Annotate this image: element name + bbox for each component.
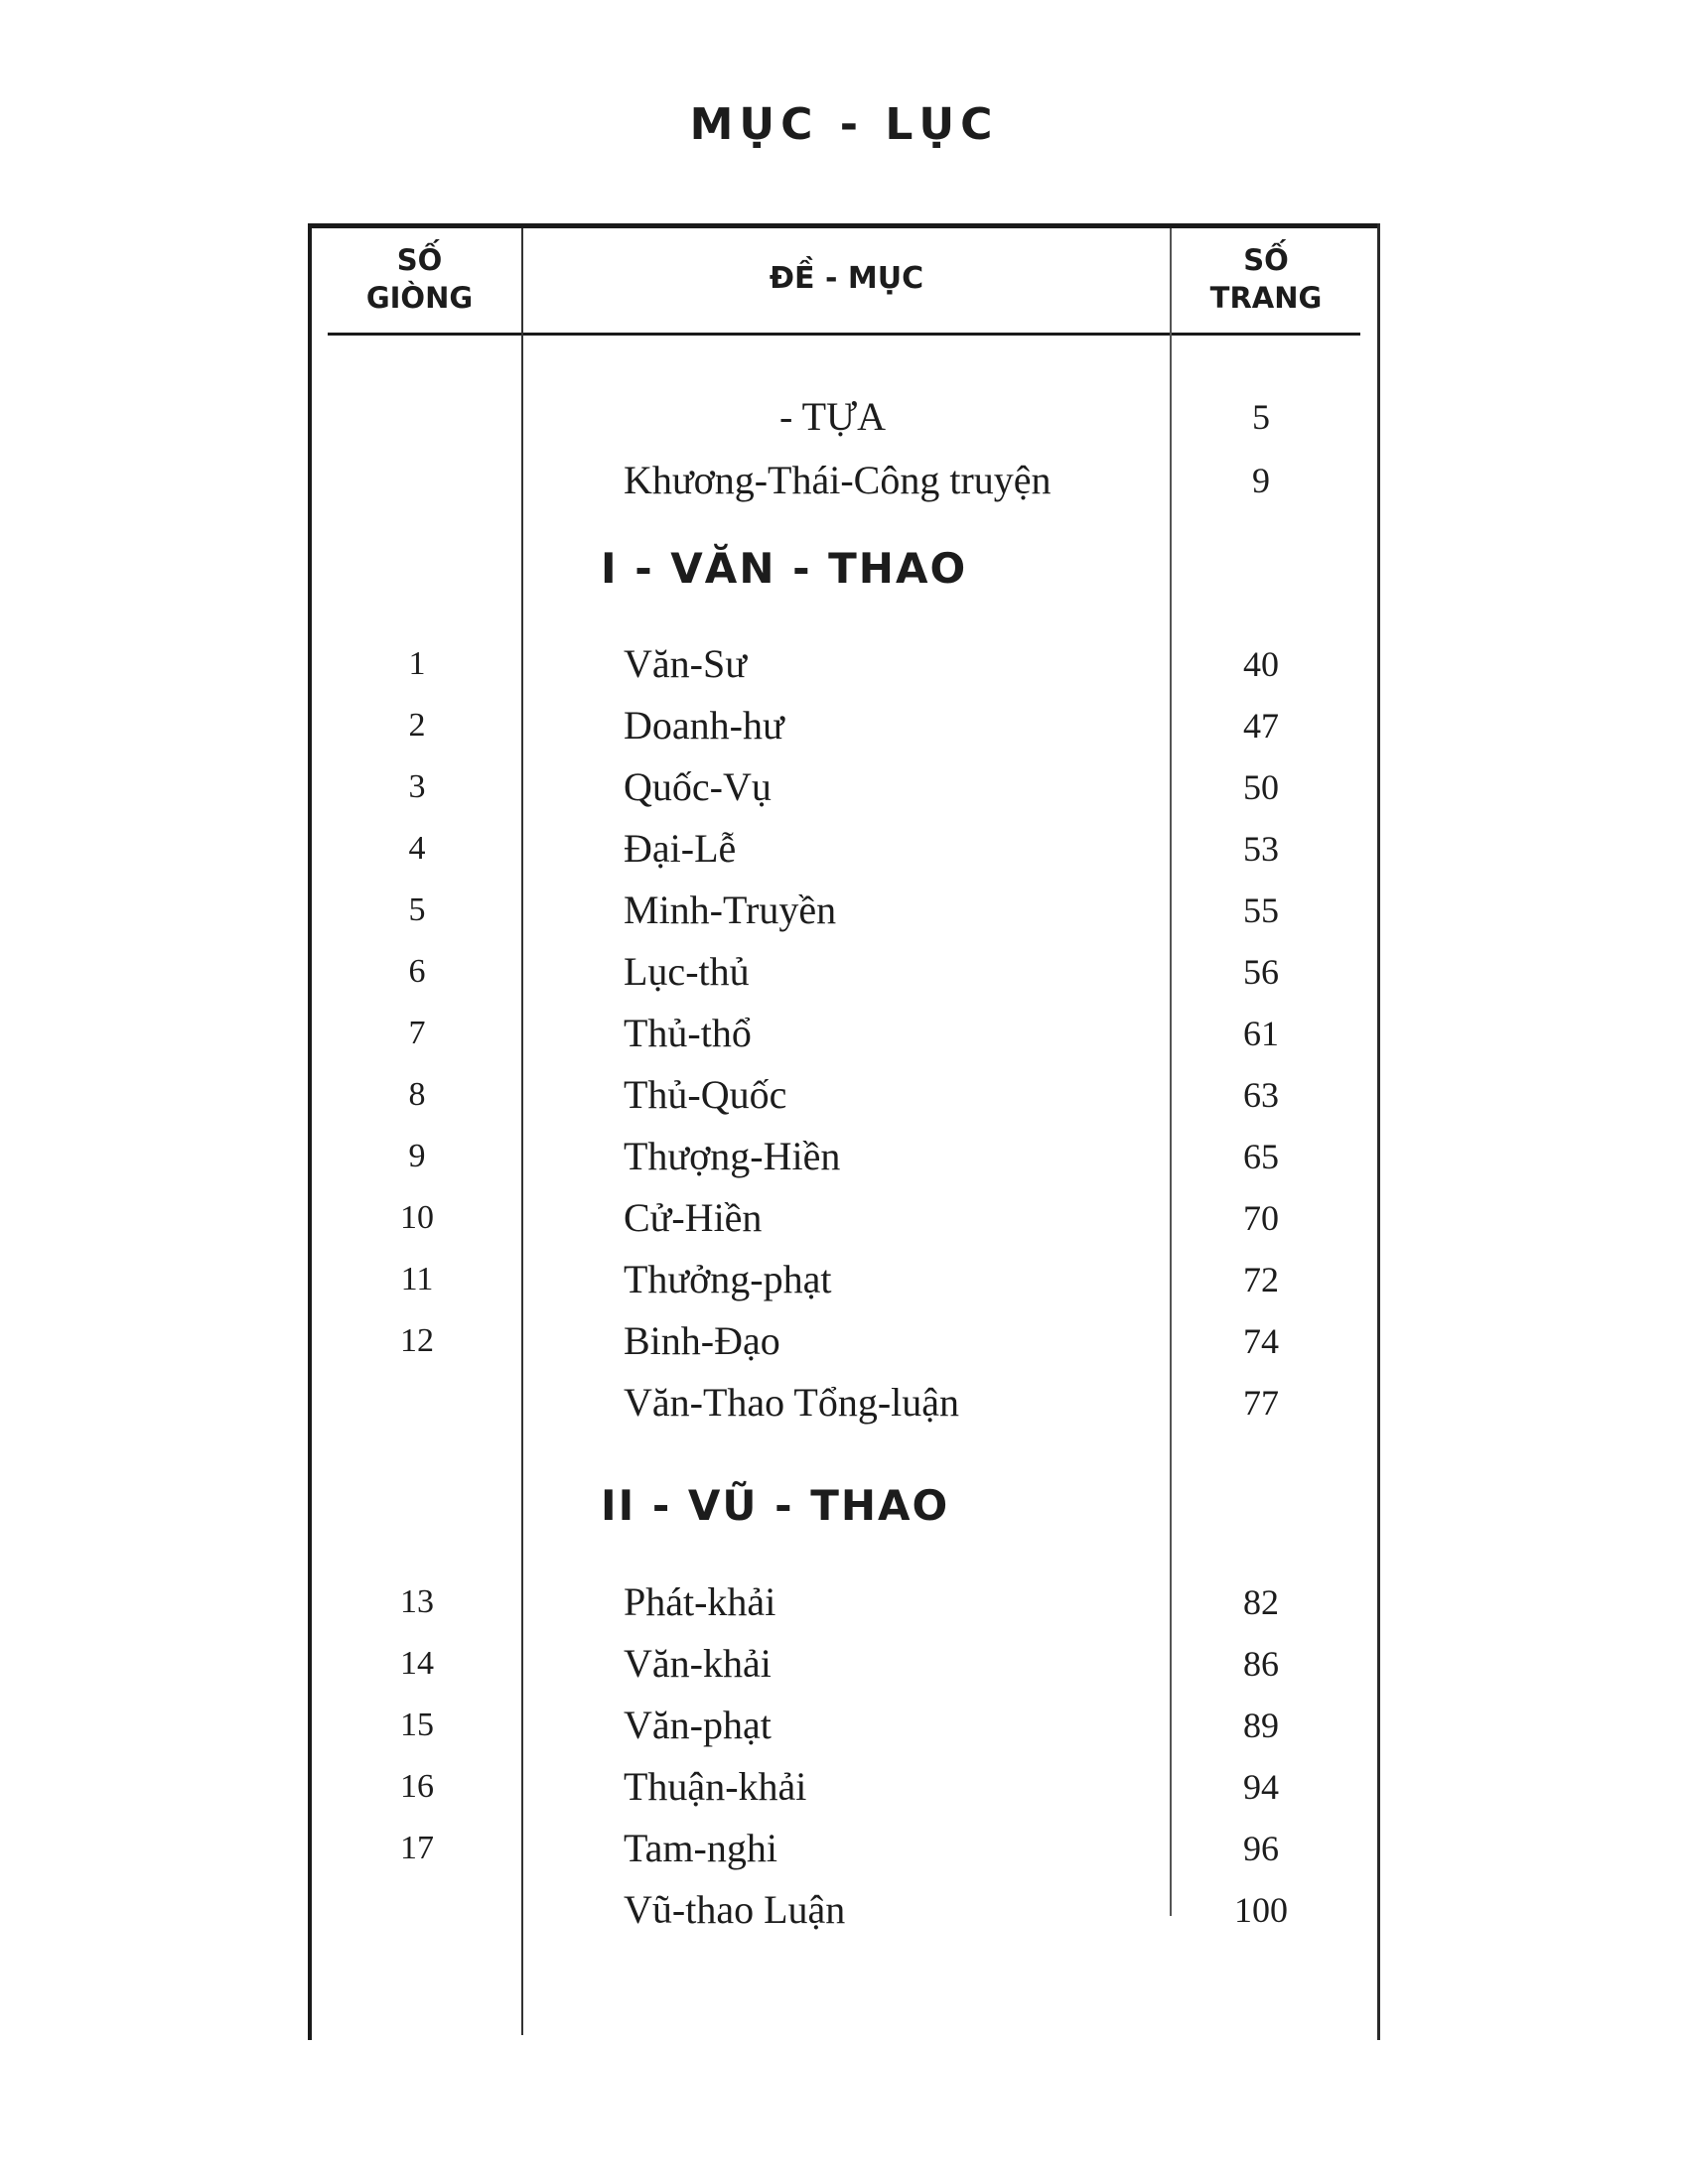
entry-title: Minh-Truyền (624, 887, 837, 932)
entry-title: Tam-nghi (624, 1826, 777, 1870)
toc-entry (308, 880, 1380, 941)
header-line-number-bottom: GIÒNG (365, 281, 474, 315)
entry-title: Thủ-Quốc (624, 1072, 787, 1117)
entry-title: Văn-phạt (624, 1703, 772, 1747)
toc-entry (308, 1571, 1380, 1633)
toc-entry (308, 941, 1380, 1003)
entry-title: Văn-Thao Tổng-luận (624, 1380, 960, 1425)
page-title: MỤC - LỤC (689, 99, 999, 150)
entry-number: 17 (400, 1830, 434, 1866)
entry-number: 6 (408, 953, 426, 990)
entry-title: Cử-Hiền (624, 1195, 763, 1240)
entry-page: 77 (1243, 1383, 1279, 1423)
entry-page: 63 (1243, 1075, 1279, 1115)
toc-entry (308, 1633, 1380, 1695)
entry-page: 5 (1252, 397, 1270, 437)
entry-number: 15 (400, 1706, 434, 1743)
toc-entry (308, 1249, 1380, 1310)
entry-page: 61 (1243, 1014, 1279, 1053)
entry-number: 8 (408, 1076, 426, 1113)
entry-page: 55 (1243, 890, 1279, 930)
toc-entry-intro (308, 450, 1380, 511)
entry-number: 16 (400, 1768, 434, 1805)
entry-number: 4 (408, 830, 426, 867)
entry-title: Thượng-Hiền (624, 1134, 841, 1178)
toc-entry (308, 1003, 1380, 1064)
entry-number: 13 (400, 1583, 434, 1620)
toc-entry (308, 1818, 1380, 1879)
entry-page: 50 (1243, 767, 1279, 807)
entry-page: 74 (1243, 1321, 1279, 1361)
entry-title: Vũ-thao Luận (624, 1887, 846, 1932)
entry-page: 89 (1243, 1706, 1279, 1745)
entry-page: 9 (1252, 461, 1270, 500)
entry-number: 3 (408, 768, 426, 805)
toc-entry (308, 818, 1380, 880)
header-line-number (318, 241, 521, 317)
toc-entry (308, 756, 1380, 818)
entry-title: - TỰA (779, 394, 886, 439)
table-of-contents (308, 223, 1380, 2040)
entry-number: 5 (408, 891, 426, 928)
entry-page: 47 (1243, 706, 1279, 746)
entry-page: 40 (1243, 644, 1279, 684)
entry-title: Phát-khải (624, 1579, 776, 1624)
entry-number: 2 (408, 707, 426, 744)
entry-title: Văn-khải (624, 1641, 772, 1686)
entry-page: 96 (1243, 1829, 1279, 1868)
entry-number: 1 (408, 645, 426, 682)
entry-page: 65 (1243, 1137, 1279, 1176)
entry-title: Khương-Thái-Công truyện (624, 458, 1052, 502)
entry-page: 86 (1243, 1644, 1279, 1684)
entry-title: Thưởng-phạt (624, 1257, 832, 1301)
toc-entry (308, 695, 1380, 756)
entry-page: 53 (1243, 829, 1279, 869)
entry-page: 72 (1243, 1260, 1279, 1299)
toc-entry (308, 1310, 1380, 1372)
header-line-number-top: SỐ (396, 243, 443, 277)
section-heading: II - VŨ - THAO (601, 1481, 950, 1530)
entry-title: Lục-thủ (624, 949, 750, 994)
entry-page: 100 (1234, 1890, 1288, 1930)
entry-page: 56 (1243, 952, 1279, 992)
entry-number: 9 (408, 1138, 426, 1174)
entry-page: 94 (1243, 1767, 1279, 1807)
entry-title: Thủ-thổ (624, 1011, 752, 1055)
entry-number: 14 (400, 1645, 434, 1682)
entry-title: Binh-Đạo (624, 1318, 780, 1363)
entry-title: Đại-Lễ (624, 826, 737, 871)
entry-number: 12 (400, 1322, 434, 1359)
toc-entry (308, 1695, 1380, 1756)
header-rule (328, 333, 1360, 336)
toc-entry (308, 1187, 1380, 1249)
header-heading: ĐỀ - MỤC (769, 261, 924, 296)
toc-entry (308, 1064, 1380, 1126)
entry-number: 7 (408, 1015, 426, 1051)
header-page-number-top: SỐ (1243, 243, 1289, 277)
entry-number: 11 (400, 1261, 434, 1297)
entry-title: Văn-Sư (624, 641, 747, 686)
header-page-number-bottom: TRANG (1209, 281, 1323, 315)
entry-number: 10 (400, 1199, 434, 1236)
entry-page: 82 (1243, 1582, 1279, 1622)
toc-entry (308, 1372, 1380, 1433)
toc-entry (308, 1756, 1380, 1818)
entry-title: Quốc-Vụ (624, 764, 772, 809)
toc-entry (308, 1879, 1380, 1941)
entry-page: 70 (1243, 1198, 1279, 1238)
toc-entry-preface (308, 386, 1380, 448)
toc-entry (308, 633, 1380, 695)
header-page-number (1172, 241, 1360, 317)
section-heading: I - VĂN - THAO (601, 544, 968, 593)
toc-entry (308, 1126, 1380, 1187)
entry-title: Doanh-hư (624, 703, 784, 748)
entry-title: Thuận-khải (624, 1764, 807, 1809)
table-top-border (308, 223, 1380, 228)
